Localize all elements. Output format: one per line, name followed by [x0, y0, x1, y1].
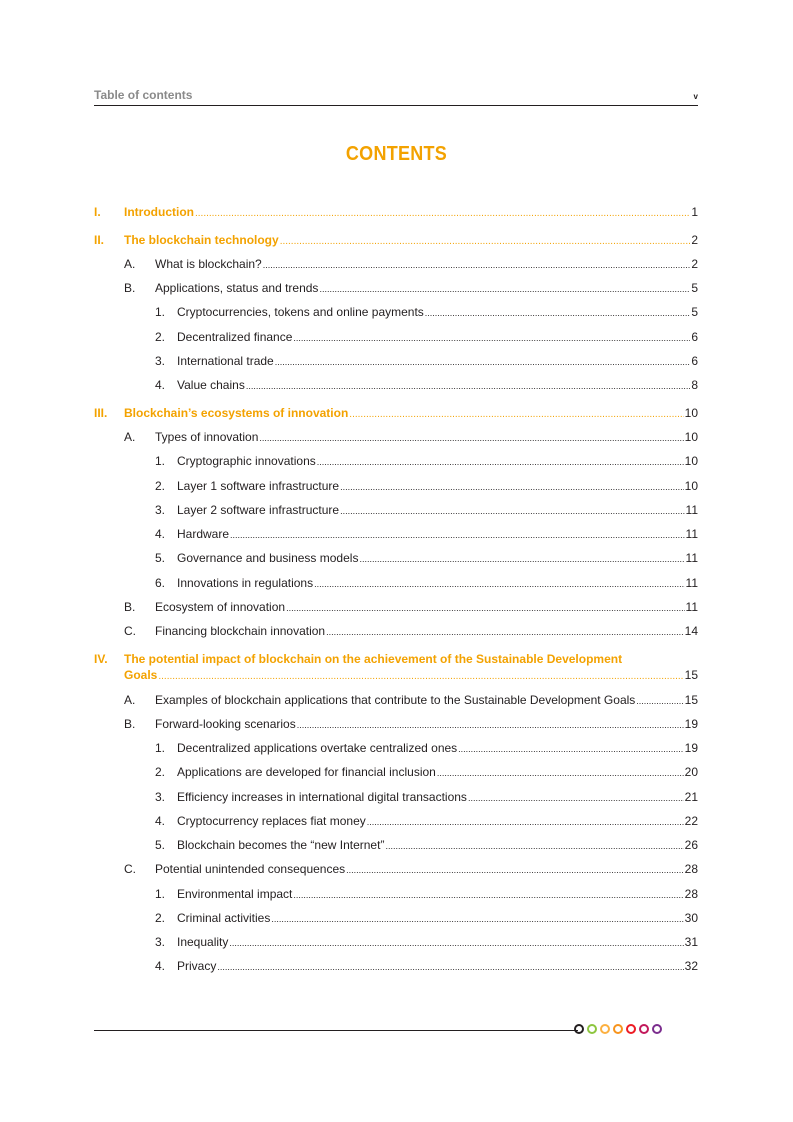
toc-page-number[interactable]: 32 [684, 959, 698, 973]
toc-page-number[interactable]: 10 [684, 406, 698, 420]
toc-entry-title[interactable]: Cryptographic innovations [177, 454, 316, 468]
toc-page-number[interactable]: 11 [685, 551, 698, 565]
toc-dot-leader [346, 862, 683, 876]
toc-entry[interactable] [177, 790, 698, 806]
toc-entry-number: 4. [155, 959, 166, 973]
toc-dot-leader [340, 503, 684, 517]
toc-entry-title[interactable]: Decentralized finance [177, 330, 293, 344]
toc-dot-leader [259, 430, 683, 444]
toc-dot-leader [293, 887, 683, 901]
toc-entry-number: 3. [155, 354, 166, 368]
toc-dot-leader [158, 668, 683, 682]
toc-entry[interactable] [177, 959, 698, 975]
toc-entry[interactable] [177, 330, 698, 346]
toc-entry-number: 5. [155, 551, 166, 565]
toc-entry-number: B. [124, 717, 136, 731]
toc-page-number[interactable]: 19 [684, 717, 698, 731]
toc-entry[interactable] [177, 503, 698, 519]
toc-entry[interactable] [155, 257, 698, 273]
toc-entry[interactable] [177, 911, 698, 927]
toc-page-number[interactable]: 1 [691, 205, 698, 219]
toc-entry-title[interactable]: Layer 2 software infrastructure [177, 503, 340, 517]
toc-entry-title[interactable]: Financing blockchain innovation [155, 624, 326, 638]
toc-entry[interactable] [124, 668, 698, 684]
toc-entry-title[interactable]: International trade [177, 354, 274, 368]
toc-entry-title[interactable]: Blockchain’s ecosystems of innovation [124, 406, 349, 420]
toc-entry[interactable] [177, 765, 698, 781]
toc-entry-number: 2. [155, 765, 166, 779]
running-header-page-number: v [693, 92, 698, 101]
toc-dot-leader [286, 600, 684, 614]
toc-entry-number: I. [94, 205, 101, 219]
toc-page-number[interactable]: 6 [691, 354, 698, 368]
toc-entry-number: 4. [155, 378, 166, 392]
toc-entry-number: B. [124, 600, 136, 614]
toc-entry[interactable] [177, 551, 698, 567]
toc-entry-number: 4. [155, 527, 166, 541]
toc-dot-leader [349, 406, 683, 420]
toc-entry-title[interactable]: Criminal activities [177, 911, 271, 925]
toc-entry-number: 3. [155, 935, 166, 949]
toc-dot-leader [340, 479, 684, 493]
toc-entry[interactable] [177, 454, 698, 470]
toc-entry-number: 1. [155, 305, 166, 319]
toc-page-number[interactable]: 22 [684, 814, 698, 828]
toc-page-number[interactable]: 11 [685, 576, 698, 590]
toc-entry[interactable] [177, 479, 698, 495]
toc-page-number[interactable]: 2 [691, 257, 698, 271]
toc-dot-leader [437, 765, 684, 779]
toc-entry-title[interactable]: Hardware [177, 527, 230, 541]
toc-dot-leader [636, 693, 683, 707]
toc-entry[interactable] [177, 935, 698, 951]
toc-page-number[interactable]: 11 [685, 527, 698, 541]
footer-ring-icon [652, 1024, 662, 1034]
toc-entry-title[interactable]: What is blockchain? [155, 257, 262, 271]
toc-entry-number: 1. [155, 454, 166, 468]
toc-entry-number: 3. [155, 790, 166, 804]
toc-page-number[interactable]: 15 [684, 693, 698, 707]
toc-entry[interactable] [155, 624, 698, 640]
toc-page-number[interactable]: 20 [684, 765, 698, 779]
header-divider [94, 105, 698, 106]
toc-dot-leader [317, 454, 684, 468]
toc-entry-title[interactable]: Privacy [177, 959, 217, 973]
footer-divider [94, 1030, 578, 1031]
toc-entry-title[interactable]: The blockchain technology [124, 233, 279, 247]
toc-dot-leader [271, 911, 683, 925]
toc-dot-leader [293, 330, 690, 344]
toc-page-number[interactable]: 8 [691, 378, 698, 392]
toc-dot-leader [319, 281, 690, 295]
toc-entry-number: 2. [155, 479, 166, 493]
toc-dot-leader [297, 717, 684, 731]
toc-page-number[interactable]: 10 [684, 430, 698, 444]
toc-page-number[interactable]: 15 [684, 668, 698, 682]
toc-entry[interactable] [177, 378, 698, 394]
toc-entry-title[interactable]: Introduction [124, 205, 194, 219]
toc-dot-leader [367, 814, 684, 828]
toc-entry-title[interactable]: Applications are developed for financial inclusion [177, 765, 436, 779]
toc-entry-title[interactable]: Cryptocurrencies, tokens and online payments [177, 305, 424, 319]
toc-entry[interactable] [177, 814, 698, 830]
toc-entry-number: A. [124, 257, 136, 271]
footer-ring-icon [639, 1024, 649, 1034]
toc-dot-leader [230, 527, 685, 541]
toc-entry-number: C. [124, 624, 136, 638]
toc-entry[interactable] [177, 887, 698, 903]
toc-entry[interactable] [155, 430, 698, 446]
toc-dot-leader [275, 354, 691, 368]
toc-entry[interactable] [155, 693, 698, 709]
toc-entry-title[interactable]: Innovations in regulations [177, 576, 314, 590]
toc-entry-number: 4. [155, 814, 166, 828]
toc-page-number[interactable]: 28 [684, 862, 698, 876]
toc-dot-leader [359, 551, 684, 565]
toc-page-number[interactable]: 6 [691, 330, 698, 344]
toc-page-number[interactable]: 31 [684, 935, 698, 949]
toc-entry[interactable] [177, 838, 698, 854]
toc-dot-leader [246, 378, 690, 392]
toc-entry[interactable] [177, 527, 698, 543]
toc-dot-leader [425, 305, 691, 319]
toc-page-number[interactable]: 14 [684, 624, 698, 638]
toc-entry-number: A. [124, 430, 136, 444]
toc-page-number[interactable]: 28 [684, 887, 698, 901]
toc-entry-title[interactable]: Value chains [177, 378, 245, 392]
toc-entry-number: 1. [155, 887, 166, 901]
toc-entry-number: 6. [155, 576, 166, 590]
toc-entry-number: 3. [155, 503, 166, 517]
footer-ring-icon [613, 1024, 623, 1034]
toc-dot-leader [385, 838, 683, 852]
footer-ring-icon [626, 1024, 636, 1034]
toc-entry-title[interactable]: Types of innovation [155, 430, 259, 444]
toc-entry[interactable] [124, 205, 698, 221]
running-header-title: Table of contents [94, 88, 193, 102]
toc-page-number[interactable]: 26 [684, 838, 698, 852]
page-title: CONTENTS [345, 143, 448, 165]
toc-page-number[interactable]: 30 [684, 911, 698, 925]
toc-dot-leader [314, 576, 684, 590]
toc-entry-number: 2. [155, 330, 166, 344]
toc-entry[interactable] [177, 305, 698, 321]
toc-dot-leader [217, 959, 683, 973]
toc-dot-leader [263, 257, 691, 271]
toc-page-number[interactable]: 10 [684, 454, 698, 468]
toc-entry-number: C. [124, 862, 136, 876]
toc-entry[interactable] [177, 576, 698, 592]
toc-entry[interactable] [155, 281, 698, 297]
toc-entry[interactable] [155, 862, 698, 878]
toc-entry-title[interactable]: Cryptocurrency replaces fiat money [177, 814, 366, 828]
toc-page-number[interactable]: 5 [691, 281, 698, 295]
toc-entry[interactable] [124, 233, 698, 249]
toc-entry-title[interactable]: Efficiency increases in international digital transactions [177, 790, 467, 804]
toc-entry-number: A. [124, 693, 136, 707]
toc-page-number[interactable]: 11 [685, 503, 698, 517]
toc-entry-number: II. [94, 233, 105, 247]
toc-dot-leader [280, 233, 691, 247]
toc-entry-title[interactable]: Ecosystem of innovation [155, 600, 286, 614]
toc-entry-title[interactable]: Goals [124, 668, 158, 682]
toc-entry-number: III. [94, 406, 108, 420]
toc-entry-number: IV. [94, 652, 108, 666]
toc-dot-leader [326, 624, 684, 638]
toc-entry-title[interactable]: Applications, status and trends [155, 281, 319, 295]
toc-entry[interactable] [155, 717, 698, 733]
toc-dot-leader [468, 790, 684, 804]
toc-entry-title[interactable]: Potential unintended consequences [155, 862, 346, 876]
footer-decoration [574, 1024, 662, 1034]
toc-entry-number: 2. [155, 911, 166, 925]
toc-entry[interactable] [177, 354, 698, 370]
toc-entry-number: B. [124, 281, 136, 295]
toc-entry-title[interactable]: Governance and business models [177, 551, 359, 565]
footer-ring-icon [600, 1024, 610, 1034]
toc-entry-title[interactable]: Environmental impact [177, 887, 293, 901]
footer-ring-icon [587, 1024, 597, 1034]
toc-page-number[interactable]: 2 [691, 233, 698, 247]
toc-entry[interactable] [177, 741, 698, 757]
toc-page-number[interactable]: 19 [684, 741, 698, 755]
footer-ring-icon [574, 1024, 584, 1034]
toc-entry[interactable] [124, 406, 698, 422]
toc-entry-title[interactable]: Examples of blockchain applications that contribute to the Sustainable Development Goals [155, 693, 636, 707]
toc-entry-title[interactable]: Inequality [177, 935, 229, 949]
toc-entry-title[interactable]: The potential impact of blockchain on the achievement of the Sustainable Development [124, 652, 623, 666]
toc-entry-title[interactable]: Layer 1 software infrastructure [177, 479, 340, 493]
toc-dot-leader [195, 205, 690, 219]
toc-dot-leader [229, 935, 683, 949]
toc-entry-title[interactable]: Blockchain becomes the “new Internet” [177, 838, 385, 852]
toc-entry-number: 1. [155, 741, 166, 755]
toc-page-number[interactable]: 5 [691, 305, 698, 319]
toc-entry[interactable] [155, 600, 698, 616]
toc-entry-number: 5. [155, 838, 166, 852]
toc-page-number[interactable]: 10 [684, 479, 698, 493]
toc-entry-title[interactable]: Forward-looking scenarios [155, 717, 296, 731]
toc-page-number[interactable]: 21 [684, 790, 698, 804]
toc-entry-title[interactable]: Decentralized applications overtake centralized ones [177, 741, 458, 755]
toc-dot-leader [458, 741, 683, 755]
toc-page-number[interactable]: 11 [685, 600, 698, 614]
